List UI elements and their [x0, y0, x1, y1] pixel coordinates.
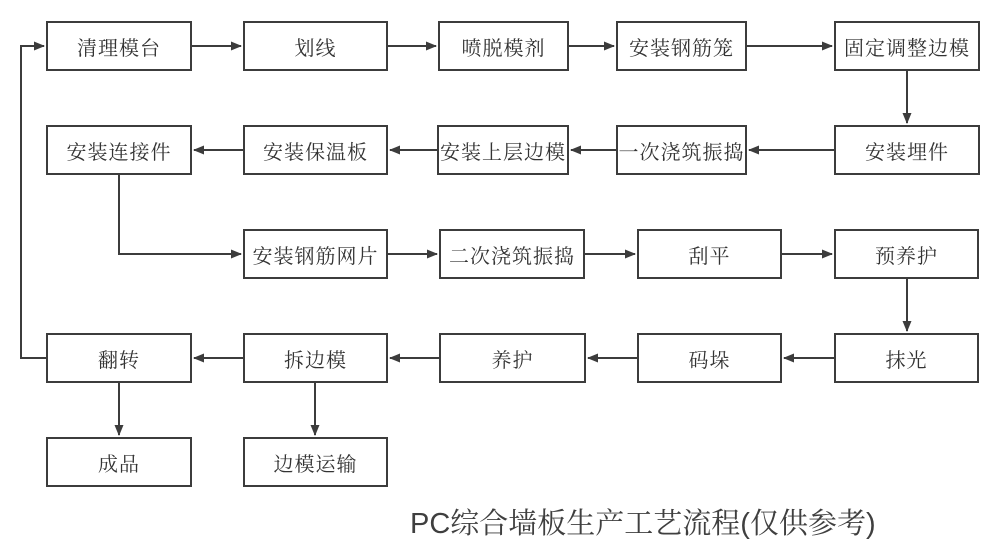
edge-flip-to-clean-feedback — [21, 46, 46, 358]
node-install-upper-side-mold: 安装上层边模 — [437, 125, 569, 175]
node-stacking: 码垛 — [637, 333, 782, 383]
node-second-pour-vibrate: 二次浇筑振捣 — [439, 229, 585, 279]
node-remove-side-mold: 拆边模 — [243, 333, 388, 383]
node-clean-mold-table: 清理模台 — [46, 21, 192, 71]
node-install-insulation-board: 安装保温板 — [243, 125, 388, 175]
node-scrape-flat: 刮平 — [637, 229, 782, 279]
node-pre-curing: 预养护 — [834, 229, 979, 279]
node-curing: 养护 — [439, 333, 586, 383]
node-finished-product: 成品 — [46, 437, 192, 487]
diagram-caption: PC综合墙板生产工艺流程(仅供参考) — [410, 508, 876, 540]
edge-connectors-to-rebar-mesh — [119, 175, 241, 254]
node-flip: 翻转 — [46, 333, 192, 383]
node-install-rebar-cage: 安装钢筋笼 — [616, 21, 747, 71]
node-install-rebar-mesh: 安装钢筋网片 — [243, 229, 388, 279]
node-troweling: 抹光 — [834, 333, 979, 383]
node-fix-adjust-side-mold: 固定调整边模 — [834, 21, 980, 71]
node-marking: 划线 — [243, 21, 388, 71]
node-install-embedded-parts: 安装埋件 — [834, 125, 980, 175]
node-side-mold-transport: 边模运输 — [243, 437, 388, 487]
node-spray-release-agent: 喷脱模剂 — [438, 21, 569, 71]
node-first-pour-vibrate: 一次浇筑振捣 — [616, 125, 747, 175]
node-install-connectors: 安装连接件 — [46, 125, 192, 175]
